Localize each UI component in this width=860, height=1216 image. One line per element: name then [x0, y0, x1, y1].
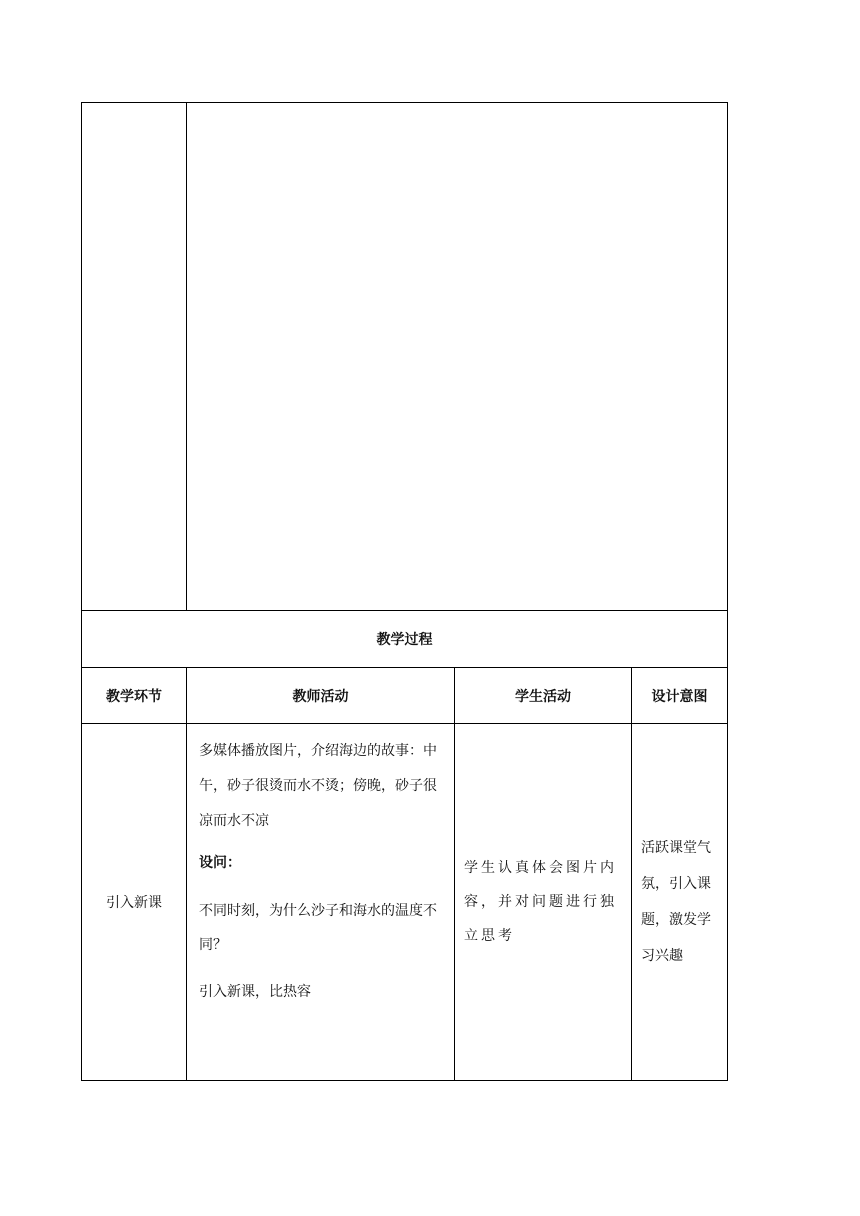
closing-text: 引入新课，比热容 [199, 984, 311, 1000]
teacher-intro-text: 多媒体播放图片，介绍海边的故事：中午，砂子很烫而水不烫；傍晚，砂子很凉而水不凉 [199, 743, 437, 829]
header-student: 学生活动 [455, 668, 632, 724]
header-stage: 教学环节 [82, 668, 187, 724]
header-design: 设计意图 [632, 668, 728, 724]
table-row [82, 724, 728, 1081]
design-intent-cell: 活跃课堂气氛，引入课题，激发学习兴趣 [632, 724, 728, 1081]
process-title-row [82, 611, 728, 668]
student-activity-cell: 学生认真体会图片内容，并对问题进行独立思考 [455, 724, 632, 1081]
lesson-plan-table [81, 102, 728, 1081]
teacher-activity-cell [187, 724, 455, 1081]
blank-right-cell [187, 103, 728, 611]
process-title: 教学过程 [82, 611, 728, 668]
stage-cell: 引入新课 [82, 724, 187, 1081]
question-text: 不同时刻，为什么沙子和海水的温度不同？ [199, 903, 437, 953]
blank-top-row [82, 103, 728, 611]
blank-left-cell [82, 103, 187, 611]
question-label: 设问： [199, 855, 241, 871]
header-teacher: 教师活动 [187, 668, 455, 724]
header-row [82, 668, 728, 724]
